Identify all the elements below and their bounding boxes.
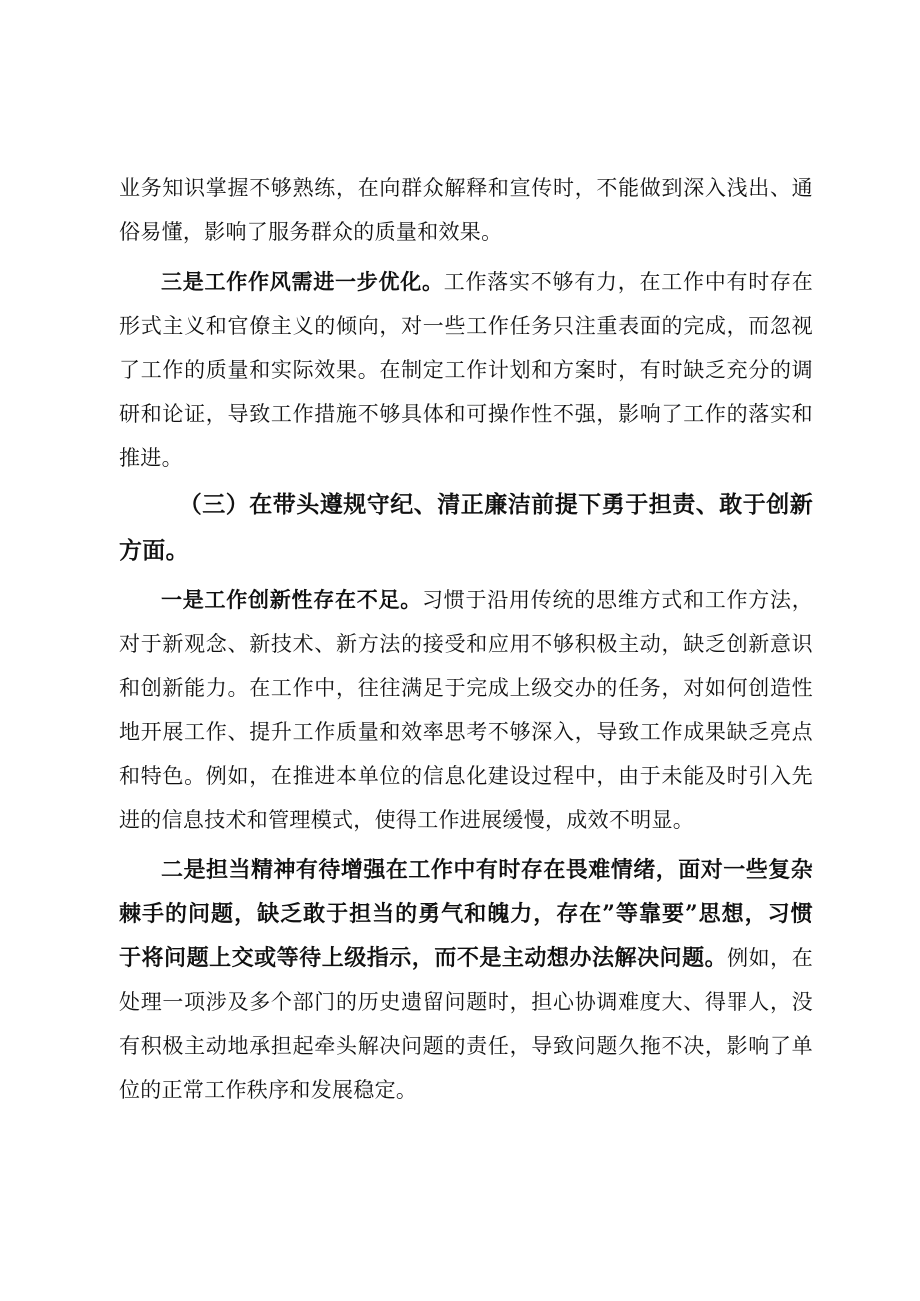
document-body	[119, 166, 813, 1112]
section-heading: （三）在带头遵规守纪、清正廉洁前提下勇于担责、敢于创新方面。	[119, 491, 813, 564]
paragraph-continuation	[119, 166, 813, 254]
paragraph-lead: 二是担当精神有待增强在工作中有时存在畏难情绪，面对一些复杂棘手的问题，缺乏敢于担当的勇气和魄力，存在”等靠要”思想，习惯于将问题上交或等待上级指示，而不是主动想办法解决问题。	[119, 857, 813, 971]
paragraph-text: 例如，在处理一项涉及多个部门的历史遗留问题时，担心协调难度大、得罪人，没有积极主动地承担起牵头解决问题的责任，导致问题久拖不决，影响了单位的正常工作秩序和发展稳定。	[119, 946, 813, 1102]
paragraph-text: 习惯于沿用传统的思维方式和工作方法，对于新观念、新技术、新方法的接受和应用不够积极主动，缺乏创新意识和创新能力。在工作中，往往满足于完成上级交办的任务，对如何创造性地开展工作、提升工作质量和效率思考不够深入，导致工作成果缺乏亮点和特色。例如，在推进本单位的信息化建设过程中，由于未能及时引入先进的信息技术和管理模式，使得工作进展缓慢，成效不明显。	[119, 588, 813, 832]
paragraph-text: 业务知识掌握不够熟练，在向群众解释和宣传时，不能做到深入浅出、通俗易懂，影响了服务群众的质量和效果。	[119, 176, 813, 244]
paragraph-text: 工作落实不够有力，在工作中有时存在形式主义和官僚主义的倾向，对一些工作任务只注重表面的完成，而忽视了工作的质量和实际效果。在制定工作计划和方案时，有时缺乏充分的调研和论证，导致工作措施不够具体和可操作性不强，影响了工作的落实和推进。	[119, 270, 813, 470]
paragraph-lead: 一是工作创新性存在不足。	[161, 587, 422, 612]
paragraph-lead: 三是工作作风需进一步优化。	[161, 269, 444, 294]
paragraph-work-style	[119, 260, 813, 480]
paragraph-innovation	[119, 578, 813, 842]
paragraph-responsibility	[119, 848, 813, 1112]
